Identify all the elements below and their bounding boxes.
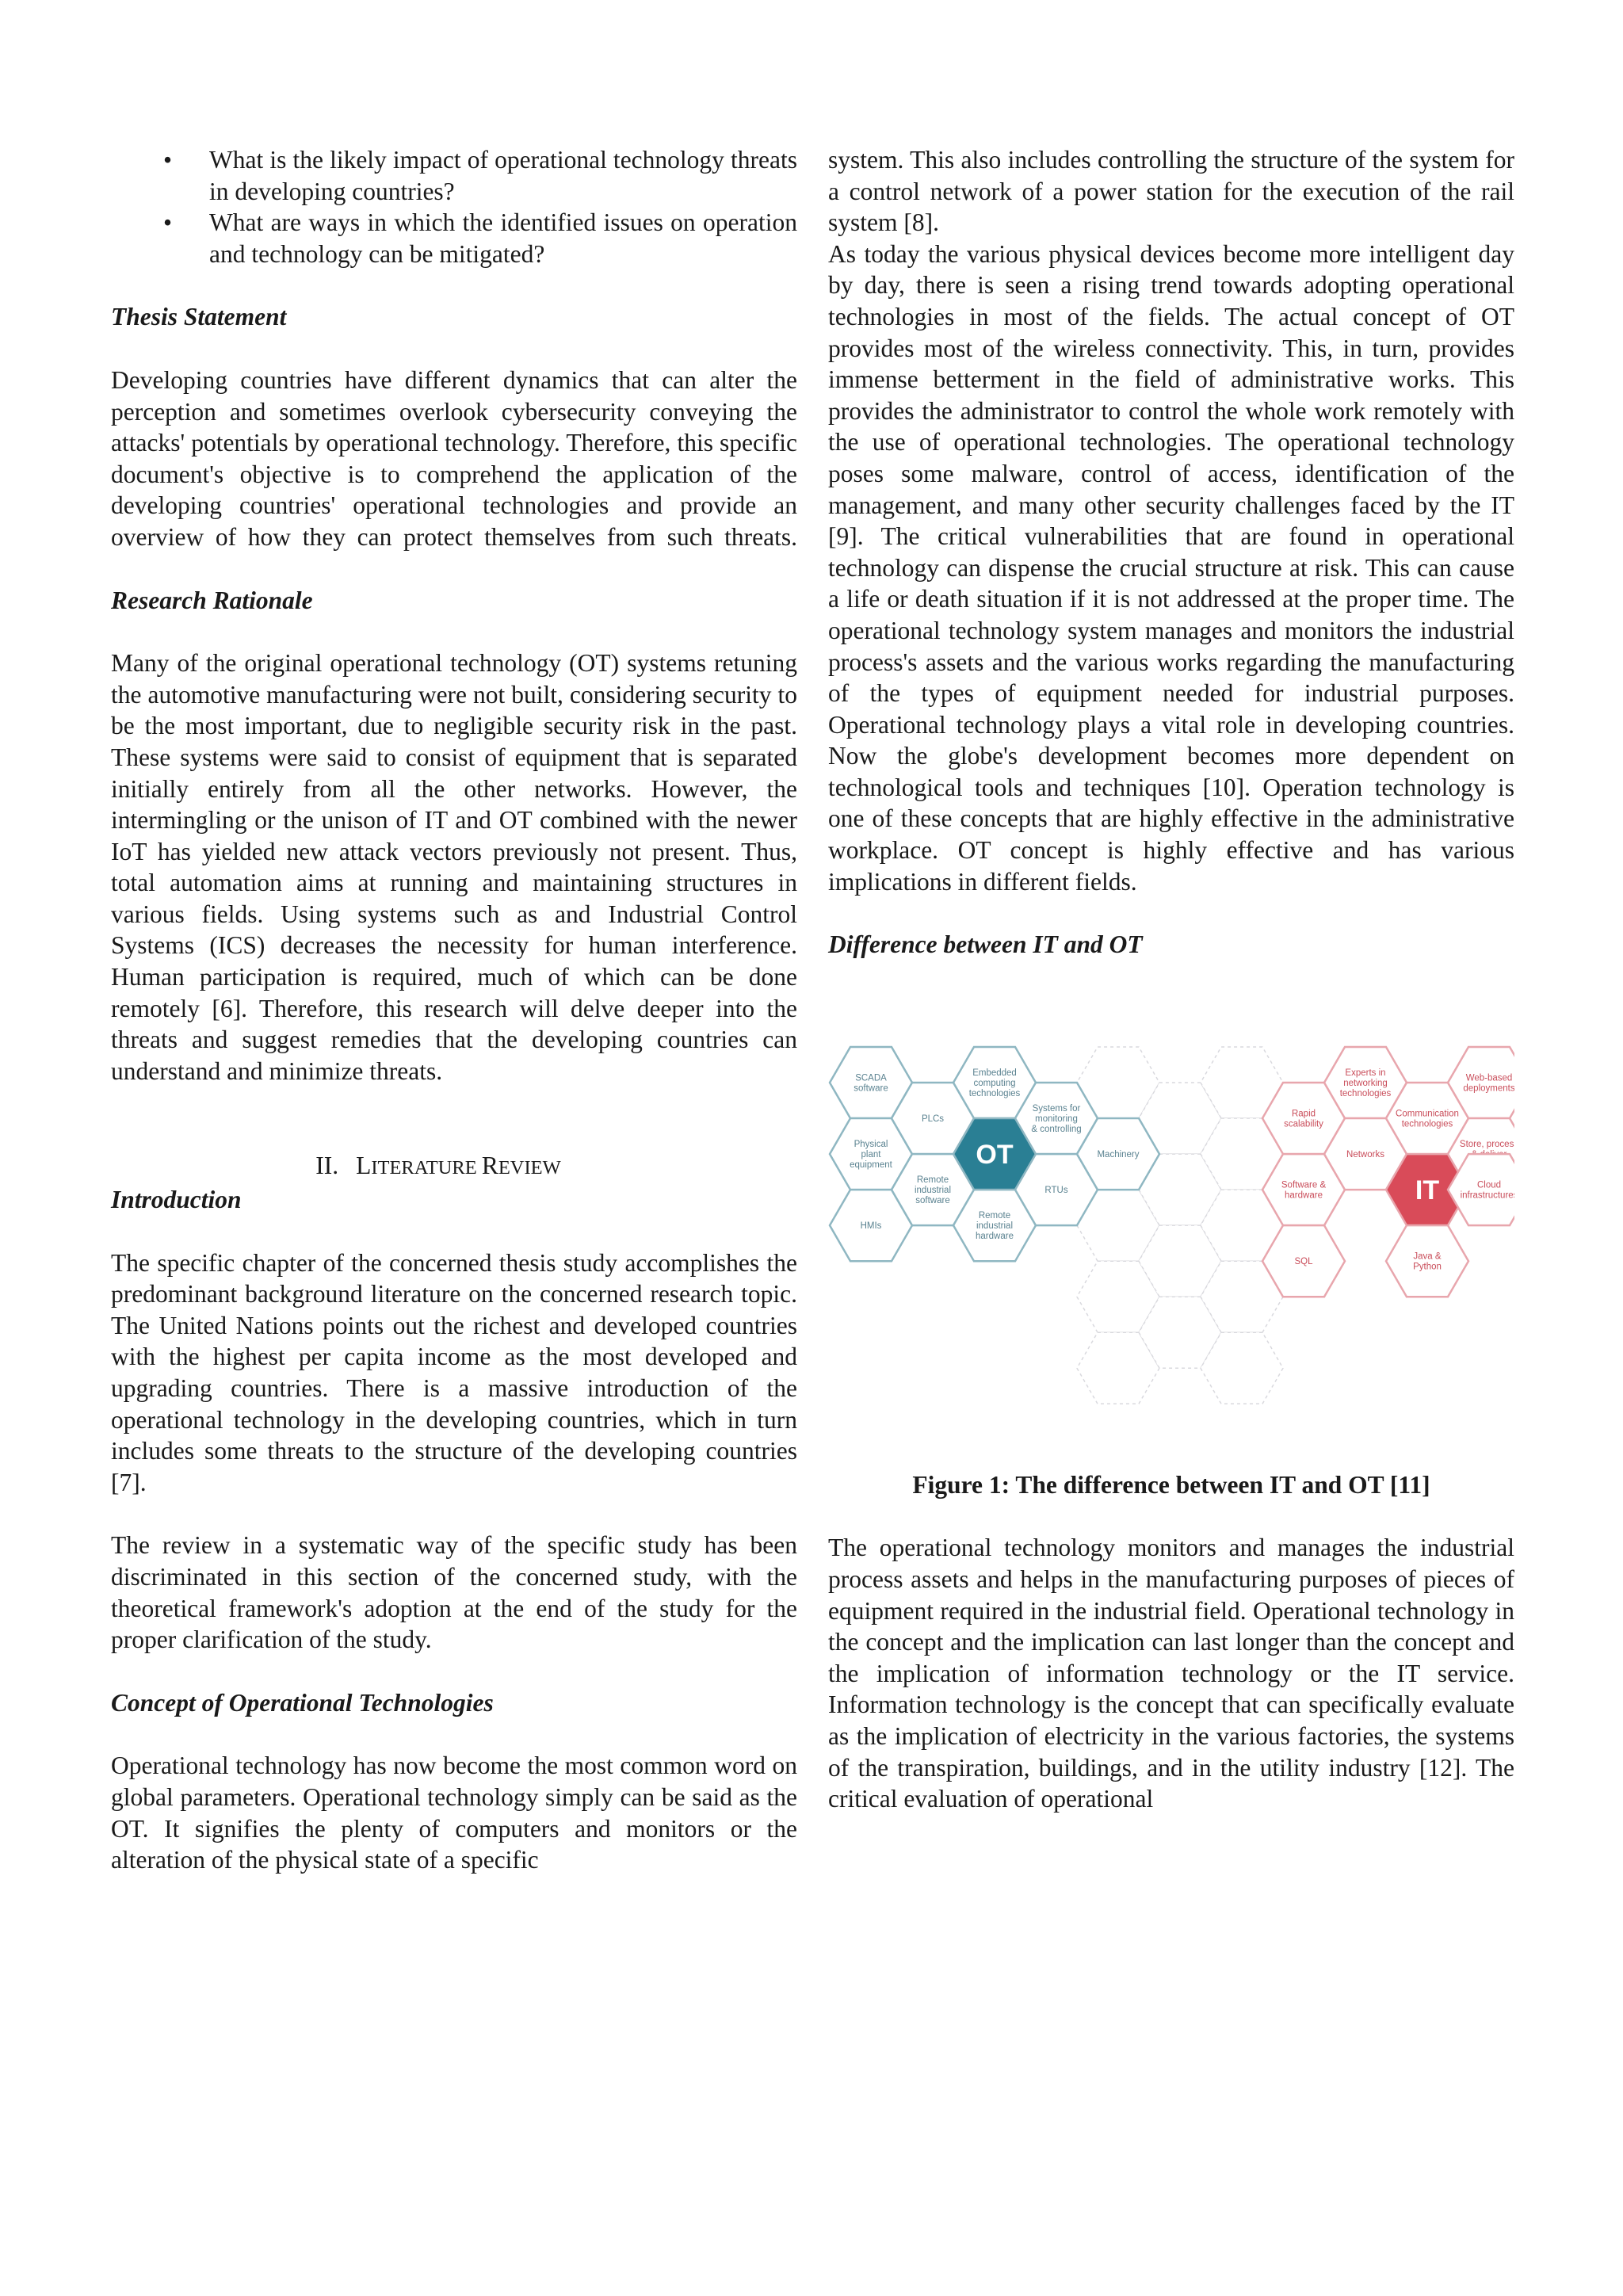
hexagon-center-label: IT xyxy=(1415,1175,1440,1205)
section-title-part: L xyxy=(356,1152,372,1180)
hexagon-label: Physical xyxy=(854,1139,888,1149)
right-column xyxy=(828,144,1514,1815)
hexagon-label: industrial xyxy=(914,1185,952,1195)
figure-it-ot-hexagons xyxy=(828,1032,1514,1439)
hexagon-label: computing xyxy=(973,1078,1016,1088)
intro-paragraph: The specific chapter of the concerned thesis study accomplishes the predominant background literature on the concerned research topic. The United Nations points out the richest and developed countries with the highest per capita income as the most developed and upgrading countries. There is a massive introduction of the operational technology in the developing countries, which in turn includes some threats to the structure of the developing countries [7]. xyxy=(111,1248,797,1496)
hexagon-label: RTUs xyxy=(1044,1185,1068,1195)
hexagon-label: SCADA xyxy=(855,1073,887,1083)
hexagon-label: Rapid xyxy=(1291,1109,1316,1119)
hexagon-label: Java & xyxy=(1413,1251,1442,1262)
hexagon-label: software xyxy=(854,1083,888,1094)
hexagon-label: Systems for xyxy=(1032,1103,1081,1114)
review-paragraph: The review in a systematic way of the specific study has been discriminated in this section of the concerned study, with the theoretical framework's adoption at the end of the study for the proper clarification of the study. xyxy=(111,1531,797,1654)
hexagon-label: hardware xyxy=(1285,1190,1323,1201)
list-item: • What are ways in which the identified issues on operation and technology can be mitigated? xyxy=(111,207,797,269)
ot-paragraph: The operational technology monitors and manages the industrial process assets and helps in the manufacturing purposes of pieces of equipment required in the industrial field. Operational technology in the concept and the implication can last longer than the concept and the implication of information technology or the IT service. Information technology is the concept that can specifically evaluate as the implication of electricity in the various factories, the systems of the transpiration, buildings, and in the utility industry [12]. The critical evaluation of operational xyxy=(828,1534,1514,1813)
hexagon-label: Remote xyxy=(978,1210,1011,1221)
hexagon-label: networking xyxy=(1343,1078,1388,1088)
hexagon-label: Embedded xyxy=(972,1068,1017,1078)
hexagon-label: hardware xyxy=(976,1231,1014,1241)
hexagon-label: Python xyxy=(1413,1262,1442,1272)
section-heading xyxy=(79,1150,797,1184)
left-column xyxy=(111,144,797,1876)
intro-heading: Introduction xyxy=(111,1186,242,1214)
hexagon-label: PLCs xyxy=(921,1114,945,1124)
hexagon-label: industrial xyxy=(976,1221,1014,1231)
section-title-part: R xyxy=(481,1152,498,1180)
hexagon-label: Networks xyxy=(1346,1149,1384,1159)
rationale-paragraph: Many of the original operational technology (OT) systems retuning the automotive manufacturing were not built, considering security to be the most important, due to negligible security risk in the past. These systems were said to consist of equipment that is separated initially entirely from all the other networks. However, the intermingling or the unison of IT and OT combined with the newer IoT has yielded new attack vectors previously not present. Thus, total automation aims at running and maintaining structures in various fields. Using systems such as and Industrial Control Systems (ICS) decreases the necessity for human interference. Human participation is required, much of which can be done remotely [6]. Therefore, this research will delve deeper into the threats and suggest remedies that the developing countries can understand and minimize threats. xyxy=(111,649,797,1085)
hexagon-label: deployments xyxy=(1463,1083,1514,1094)
hexagon-label: plant xyxy=(861,1149,881,1159)
section-number: II. xyxy=(315,1152,339,1180)
rationale-heading: Research Rationale xyxy=(111,586,313,614)
hexagon-label: software xyxy=(915,1195,950,1205)
hexagon-label: technologies xyxy=(1401,1119,1453,1129)
hexagon-label: Experts in xyxy=(1345,1068,1386,1078)
hexagon-label: Machinery xyxy=(1097,1149,1140,1159)
hexagon-label: technologies xyxy=(1339,1088,1392,1098)
hexagon-label: infrastructures xyxy=(1460,1190,1514,1201)
thesis-paragraph: Developing countries have different dynamics that can alter the perception and sometimes overlook cybersecurity conveying the attacks' potentials by operational technology. Therefore, this specific document's objective is to comprehend the application of the developing countries' operational technologies and provide an overview of how they can protect themselves from such threats. xyxy=(111,365,797,551)
hexagon-label: Store, process xyxy=(1459,1139,1514,1149)
list-item: • What is the likely impact of operational technology threats in developing countries? xyxy=(111,144,797,207)
hexagon-label: & controlling xyxy=(1031,1124,1082,1134)
hexagon-label: monitoring xyxy=(1035,1114,1078,1124)
hexagon-label: Cloud xyxy=(1476,1180,1502,1190)
hexagon-label: scalability xyxy=(1284,1119,1323,1129)
thesis-heading: Thesis Statement xyxy=(111,303,287,331)
continuation-paragraph: system. This also includes controlling the structure of the system for a control network of a power station for the execution of the rail system [8]. xyxy=(828,146,1514,237)
hexagon-diagram xyxy=(828,1032,1514,1439)
figure-caption: Figure 1: The difference between IT and OT [11] xyxy=(912,1470,1430,1499)
hexagon-label: SQL xyxy=(1294,1257,1313,1267)
hexagon-label: HMIs xyxy=(860,1221,882,1231)
hexagon-center-label: OT xyxy=(976,1139,1014,1170)
hexagon-label: Web-based xyxy=(1465,1073,1513,1083)
hexagon-label: Software & xyxy=(1281,1180,1327,1190)
it-hexagon xyxy=(1386,1225,1468,1297)
concept-heading: Concept of Operational Technologies xyxy=(111,1688,494,1717)
section-title-part: EVIEW xyxy=(498,1157,561,1179)
hexagon-label: Communication xyxy=(1396,1109,1459,1119)
section-title-part: ITERATURE xyxy=(371,1157,482,1179)
hexagon-label: Remote xyxy=(916,1175,949,1185)
hexagon-label: equipment xyxy=(850,1159,892,1170)
trend-paragraph: As today the various physical devices become more intelligent day by day, there is seen a rising trend towards adopting operational technologies in most of the fields. The actual concept of OT provides most of the wireless connectivity. This, in turn, provides immense betterment in the field of administrative works. This provides the administrator to control the whole work remotely with the use of operational technologies. The operational technology poses some malware, control of access, identification of the management, and many other security challenges faced by the IT [9]. The critical vulnerabilities that are found in operational technology can dispense the crucial structure at risk. This can cause a life or death situation if it is not addressed at the proper time. The operational technology system manages and monitors the industrial process's assets and the various works regarding the manufacturing of the types of equipment needed for industrial purposes. Operational technology plays a vital role in developing countries. Now the globe's development becomes more dependent on technological tools and techniques [10]. Operation technology is one of these concepts that are highly effective in the administrative workplace. OT concept is highly effective and has various implications in different fields. xyxy=(828,239,1514,896)
difference-heading: Difference between IT and OT xyxy=(828,930,1143,959)
research-questions-list xyxy=(111,144,797,269)
concept-paragraph: Operational technology has now become the most common word on global parameters. Operational technology simply can be said as the OT. It signifies the plenty of computers and monitors or the alteration of the physical state of a specific xyxy=(111,1752,797,1874)
hexagon-label: technologies xyxy=(968,1088,1021,1098)
